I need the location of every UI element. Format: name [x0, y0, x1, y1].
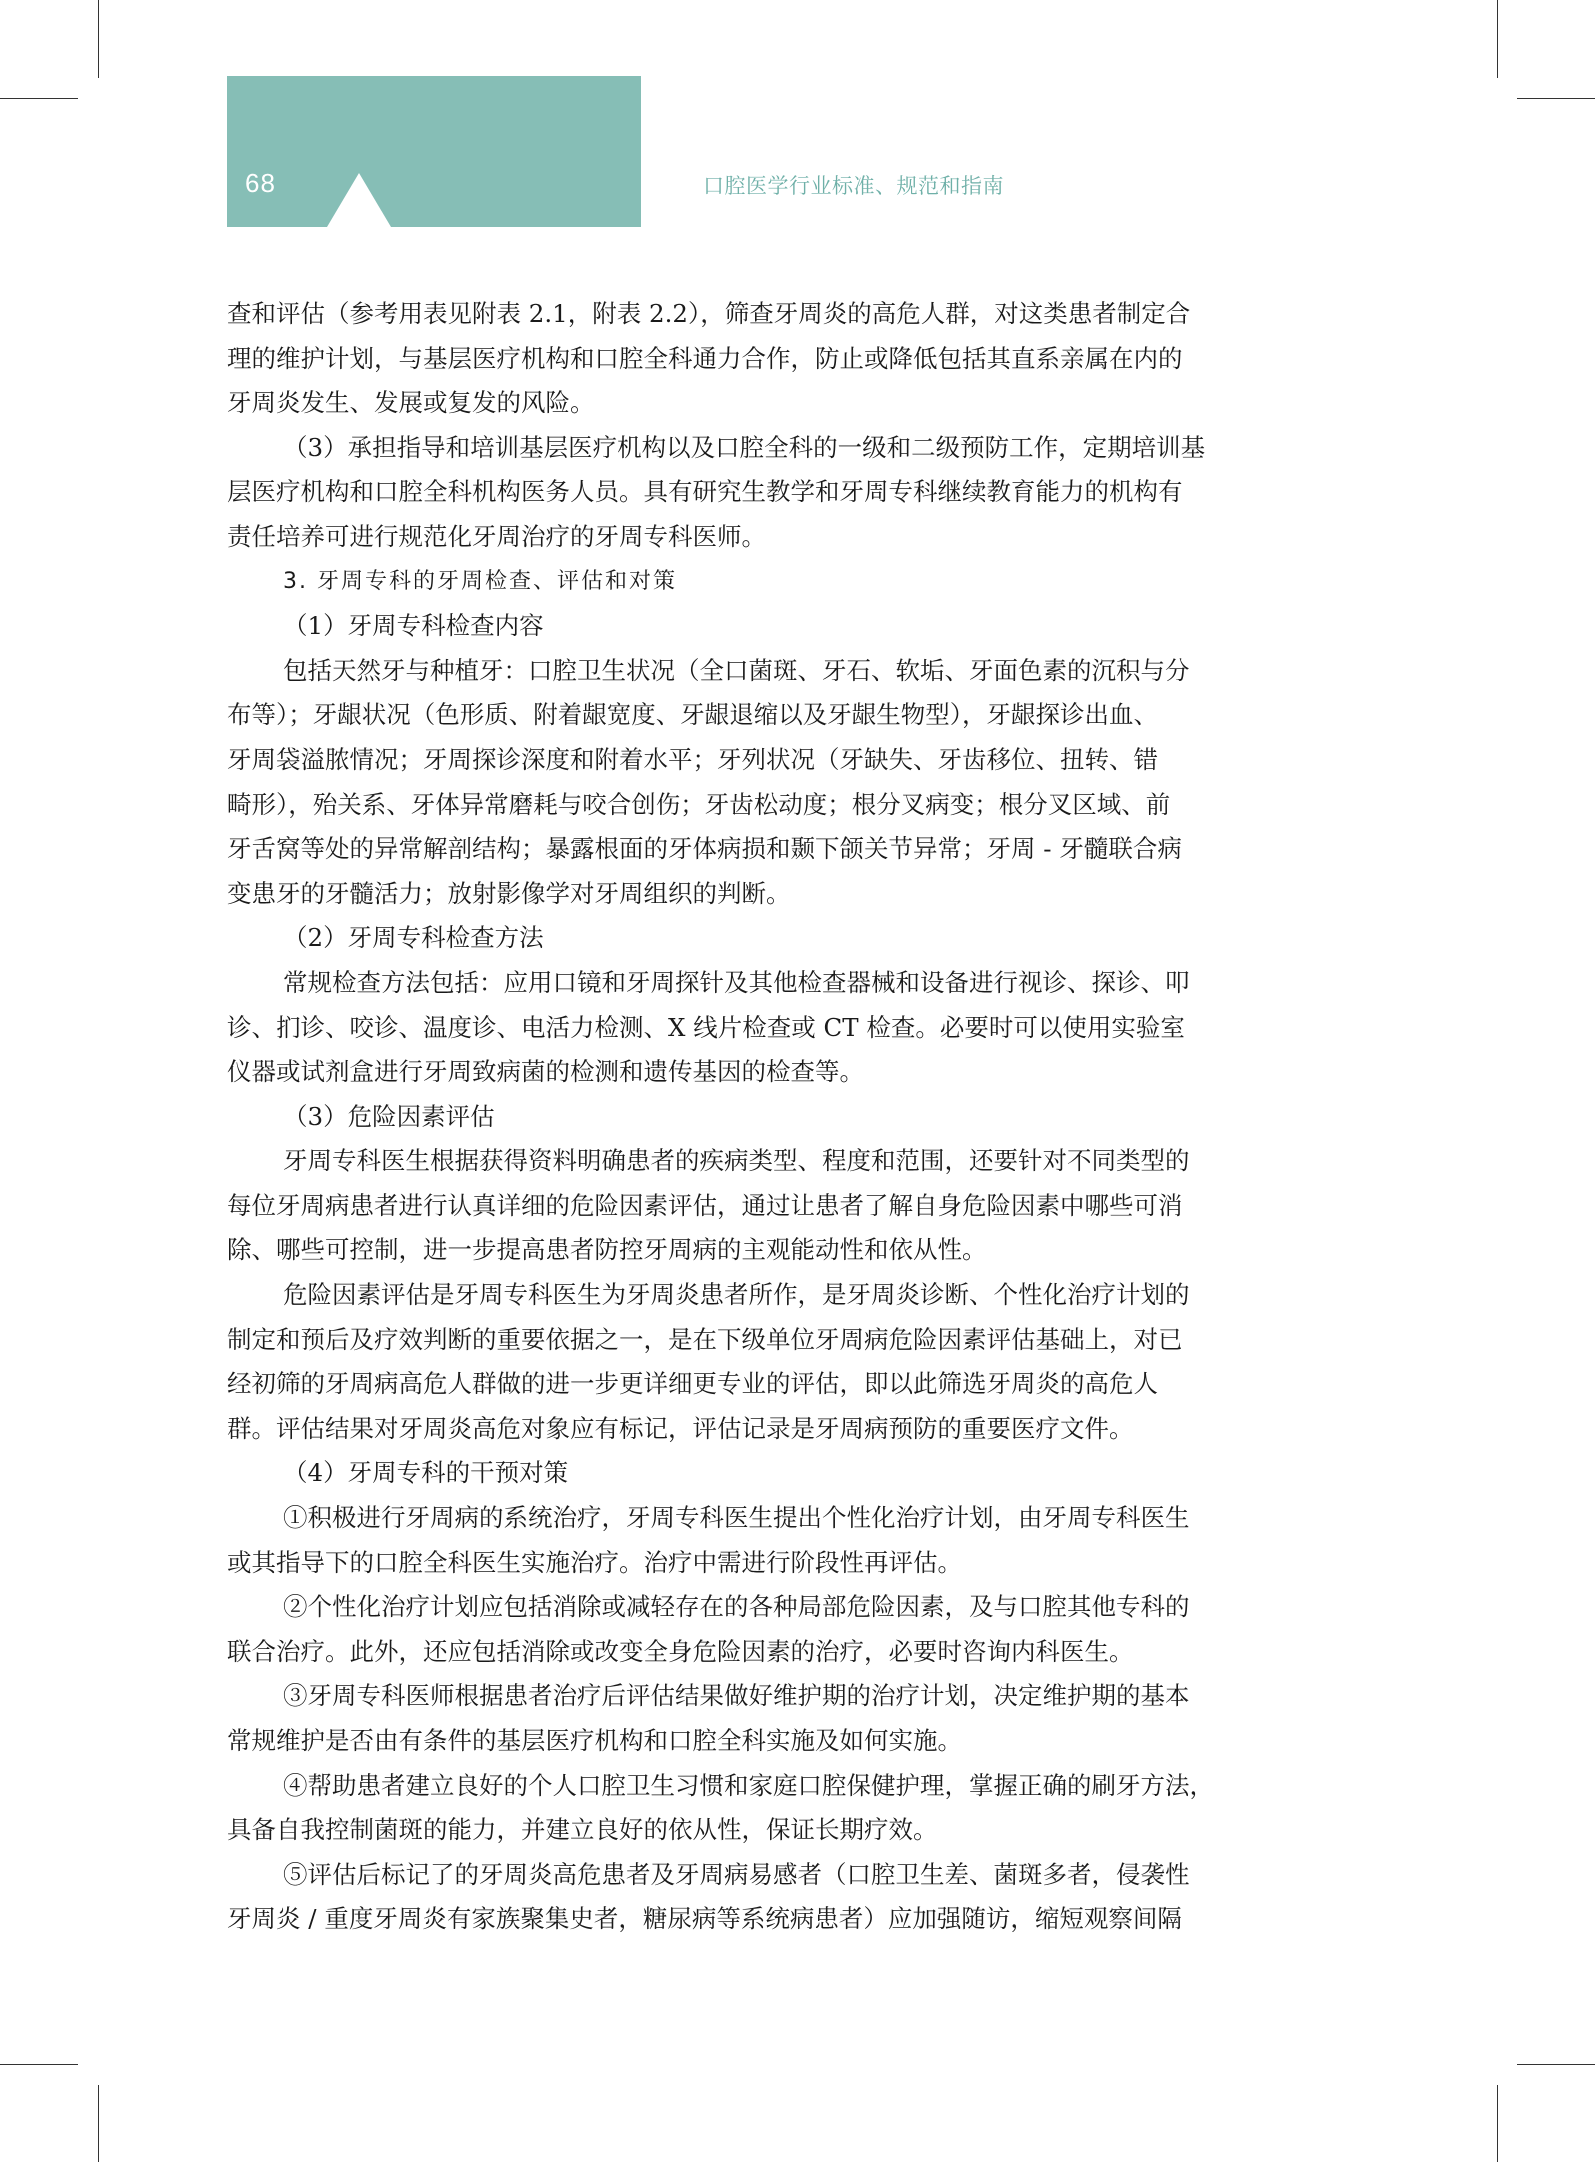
text-line — [227, 783, 1348, 828]
header-band — [227, 76, 641, 227]
running-title: 口腔医学行业标准、规范和指南 — [703, 174, 1004, 198]
text-line: 群。评估结果对牙周炎高危对象应有标记，评估记录是牙周病预防的重要医疗文件。 — [227, 1413, 1134, 1443]
text-line: 常规检查方法包括：应用口镜和牙周探针及其他检查器械和设备进行视诊、探诊、叩 — [283, 967, 1190, 997]
text-line: 理的维护计划，与基层医疗机构和口腔全科通力合作，防止或降低包括其直系亲属在内的 — [227, 343, 1183, 373]
text-line: 常规维护是否由有条件的基层医疗机构和口腔全科实施及如何实施。 — [227, 1726, 962, 1755]
body-text — [227, 292, 1348, 1942]
text-line: 牙周炎 / 重度牙周炎有家族聚集史者，糖尿病等系统病患者）应加强随访，缩短观察间隔 — [227, 1904, 1182, 1934]
text-line: 牙舌窝等处的异常解剖结构；暴露根面的牙体病损和颞下颌关节异常；牙周 - 牙髓联合病 — [227, 834, 1182, 864]
crop-mark — [98, 2085, 99, 2162]
header-triangle-decoration — [327, 173, 391, 227]
text-line: 危险因素评估是牙周专科医生为牙周炎患者所作，是牙周炎诊断、个性化治疗计划的 — [283, 1280, 1190, 1310]
subsection-heading: （2）牙周专科检查方法 — [283, 923, 544, 953]
text-line: 查和评估（参考用表见附表 2.1，附表 2.2），筛查牙周炎的高危人群，对这类患者制定合 — [227, 299, 1191, 328]
text-line: 仪器或试剂盒进行牙周致病菌的检测和遗传基因的检查等。 — [227, 1057, 864, 1087]
crop-mark — [98, 0, 99, 78]
text-line: 经初筛的牙周病高危人群做的进一步更详细更专业的评估，即以此筛选牙周炎的高危人 — [227, 1369, 1158, 1399]
crop-mark — [1497, 0, 1498, 78]
text-line: ②个性化治疗计划应包括消除或减轻存在的各种局部危险因素，及与口腔其他专科的 — [283, 1592, 1190, 1622]
text-line: 制定和预后及疗效判断的重要依据之一，是在下级单位牙周病危险因素评估基础上，对已 — [227, 1324, 1183, 1354]
text-line-part: 殆关系、牙体异常磨耗与咬合创伤；牙齿松动度；根分叉病变；根分叉区域、前 — [312, 789, 1171, 819]
crop-mark — [1497, 2085, 1498, 2162]
text-line: （3）承担指导和培训基层医疗机构以及口腔全科的一级和二级预防工作，定期培训基 — [283, 432, 1206, 462]
text-line: 责任培养可进行规范化牙周治疗的牙周专科医师。 — [227, 521, 766, 551]
text-line: 牙周炎发生、发展或复发的风险。 — [227, 388, 595, 418]
text-line: 变患牙的牙髓活力；放射影像学对牙周组织的判断。 — [227, 878, 791, 908]
crop-mark — [0, 2064, 78, 2065]
subsection-heading: （1）牙周专科检查内容 — [283, 611, 544, 641]
text-line: 牙周专科医生根据获得资料明确患者的疾病类型、程度和范围，还要针对不同类型的 — [283, 1146, 1190, 1176]
text-line: 包括天然牙与种植牙：口腔卫生状况（全口菌斑、牙石、软垢、牙面色素的沉积与分 — [283, 655, 1190, 685]
text-line-part: 畸形）， — [227, 789, 313, 819]
text-line: 除、哪些可控制，进一步提高患者防控牙周病的主观能动性和依从性。 — [227, 1235, 987, 1265]
crop-mark — [1517, 98, 1595, 99]
text-line: 布等）；牙龈状况（色形质、附着龈宽度、牙龈退缩以及牙龈生物型），牙龈探诊出血、 — [227, 700, 1158, 730]
crop-mark — [0, 98, 78, 99]
section-heading: 3. 牙周专科的牙周检查、评估和对策 — [283, 568, 677, 594]
text-line: ③牙周专科医师根据患者治疗后评估结果做好维护期的治疗计划，决定维护期的基本 — [283, 1681, 1190, 1711]
text-line: 牙周袋溢脓情况；牙周探诊深度和附着水平；牙列状况（牙缺失、牙齿移位、扭转、错 — [227, 744, 1158, 774]
text-line: ④帮助患者建立良好的个人口腔卫生习惯和家庭口腔保健护理，掌握正确的刷牙方法， — [283, 1770, 1214, 1800]
text-line: 层医疗机构和口腔全科机构医务人员。具有研究生教学和牙周专科继续教育能力的机构有 — [227, 477, 1183, 507]
text-line: 具备自我控制菌斑的能力，并建立良好的依从性，保证长期疗效。 — [227, 1815, 938, 1845]
crop-mark — [1517, 2064, 1595, 2065]
page-number: 68 — [245, 168, 276, 198]
text-line: ①积极进行牙周病的系统治疗，牙周专科医生提出个性化治疗计划，由牙周专科医生 — [283, 1503, 1190, 1533]
text-line: ⑤评估后标记了的牙周炎高危患者及牙周病易感者（口腔卫生差、菌斑多者，侵袭性 — [283, 1859, 1190, 1889]
text-line: 每位牙周病患者进行认真详细的危险因素评估，通过让患者了解自身危险因素中哪些可消 — [227, 1190, 1183, 1220]
subsection-heading: （3）危险因素评估 — [283, 1101, 495, 1131]
subsection-heading: （4）牙周专科的干预对策 — [283, 1458, 569, 1488]
text-line: 或其指导下的口腔全科医生实施治疗。治疗中需进行阶段性再评估。 — [227, 1547, 962, 1577]
text-line: 联合治疗。此外，还应包括消除或改变全身危险因素的治疗，必要时咨询内科医生。 — [227, 1636, 1134, 1666]
text-line: 诊、扪诊、咬诊、温度诊、电活力检测、X 线片检查或 CT 检查。必要时可以使用实验室 — [227, 1012, 1185, 1042]
